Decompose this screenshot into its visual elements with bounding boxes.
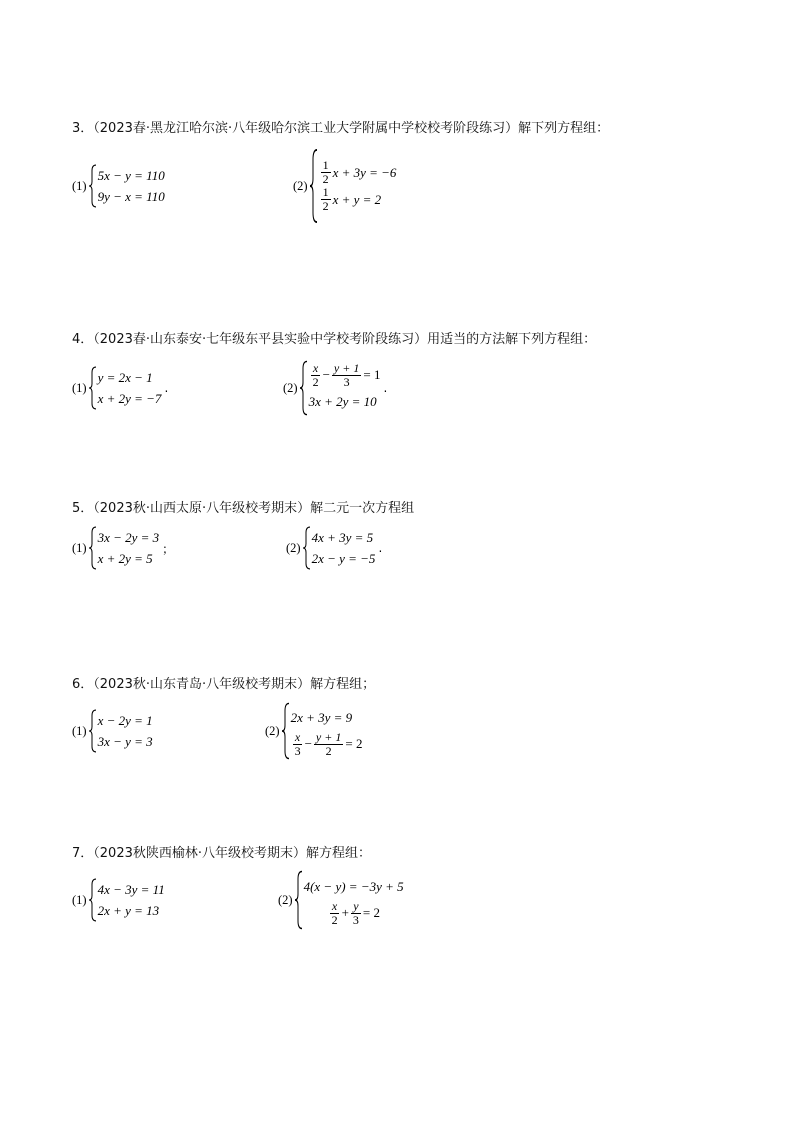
problem-5 bbox=[72, 500, 732, 518]
part-label: (1) bbox=[72, 380, 87, 395]
problem-3-part-2 bbox=[293, 148, 396, 224]
problem-5-part-1 bbox=[72, 526, 174, 570]
left-brace-icon bbox=[299, 360, 308, 416]
equation-2: $\frac{1}{2}$ x + y = 2 bbox=[322, 185, 382, 213]
problem-6 bbox=[72, 676, 732, 694]
problem-4-part-2 bbox=[283, 360, 387, 416]
fraction: $\frac{y + 1}{2}$ bbox=[315, 729, 342, 758]
part-label: (2) bbox=[265, 723, 280, 738]
problem-6-part-2 bbox=[265, 702, 362, 760]
part-label: (1) bbox=[72, 723, 87, 738]
left-brace-icon bbox=[88, 164, 97, 208]
equation-1: $\frac{1}{2}$ x + 3y = −6 bbox=[322, 158, 397, 186]
equation-2: x + 2y = −7 bbox=[97, 391, 162, 406]
left-brace-icon bbox=[281, 702, 290, 760]
left-brace-icon bbox=[88, 526, 97, 570]
fraction: $\frac{1}{2}$ bbox=[322, 185, 329, 213]
problem-title: 4．（2023春·山东泰安·七年级东平县实验中学校考阶段练习）用适当的方法解下列方程组： bbox=[72, 332, 597, 347]
equation-1: 4x − 3y = 11 bbox=[97, 882, 165, 897]
punctuation: . bbox=[164, 381, 169, 395]
equation-1: 4(x − y) = −3y + 5 bbox=[303, 878, 404, 894]
equation-1: $\frac{x}{2}$ − $\frac{y + 1}{3}$ = 1 bbox=[312, 360, 381, 389]
problem-6-part-1 bbox=[72, 709, 153, 753]
problem-4 bbox=[72, 331, 732, 349]
problem-title: 3．（2023春·黑龙江哈尔滨·八年级哈尔滨工业大学附属中学校校考阶段练习）解下列方程组： bbox=[72, 121, 610, 136]
fraction: $\frac{x}{2}$ bbox=[331, 898, 338, 927]
fraction: $\frac{y + 1}{3}$ bbox=[333, 360, 360, 389]
fraction: $\frac{y}{3}$ bbox=[352, 898, 359, 927]
fraction: $\frac{x}{2}$ bbox=[312, 360, 319, 389]
left-brace-icon bbox=[88, 878, 97, 922]
part-label: (1) bbox=[72, 540, 87, 555]
problem-title: 6．（2023秋·山东青岛·八年级校考期末）解方程组； bbox=[72, 677, 376, 692]
problem-7-part-1 bbox=[72, 878, 165, 922]
equation-1: x − 2y = 1 bbox=[97, 713, 153, 728]
part-label: (1) bbox=[72, 892, 87, 907]
problem-4-part-1 bbox=[72, 366, 168, 410]
punctuation: . bbox=[378, 541, 383, 555]
left-brace-icon bbox=[88, 709, 97, 753]
part-label: (2) bbox=[283, 380, 298, 395]
equation-1: y = 2x − 1 bbox=[97, 370, 153, 385]
equation-1: 3x − 2y = 3 bbox=[97, 530, 160, 545]
part-label: (1) bbox=[72, 178, 87, 193]
problem-title: 5．（2023秋·山西太原·八年级校考期末）解二元一次方程组 bbox=[72, 501, 415, 516]
left-brace-icon bbox=[309, 148, 318, 224]
fraction: $\frac{x}{3}$ bbox=[294, 729, 301, 758]
punctuation: ； bbox=[162, 541, 175, 556]
left-brace-icon bbox=[294, 870, 303, 930]
equation-2: 2x − y = −5 bbox=[311, 551, 376, 566]
equation-1: 2x + 3y = 9 bbox=[290, 709, 353, 725]
equation-2: 9y − x = 110 bbox=[97, 189, 165, 204]
problem-3-part-1 bbox=[72, 164, 165, 208]
equation-2: 3x + 2y = 10 bbox=[308, 393, 377, 409]
problem-title: 7．（2023秋陕西榆林·八年级校考期末）解方程组： bbox=[72, 846, 371, 861]
equation-1: 4x + 3y = 5 bbox=[311, 530, 374, 545]
left-brace-icon bbox=[302, 526, 311, 570]
equation-2: $\frac{x}{3}$ − $\frac{y + 1}{2}$ = 2 bbox=[294, 729, 363, 758]
fraction: $\frac{1}{2}$ bbox=[322, 158, 329, 186]
part-label: (2) bbox=[286, 540, 301, 555]
left-brace-icon bbox=[88, 366, 97, 410]
problem-5-part-2 bbox=[286, 526, 382, 570]
equation-1: 5x − y = 110 bbox=[97, 168, 165, 183]
part-label: (2) bbox=[293, 178, 308, 193]
equation-2: $\frac{x}{2}$ + $\frac{y}{3}$ = 2 bbox=[331, 898, 381, 927]
problem-7-part-2 bbox=[278, 870, 404, 930]
equation-2: 3x − y = 3 bbox=[97, 734, 153, 749]
equation-2: x + 2y = 5 bbox=[97, 551, 153, 566]
problem-3 bbox=[72, 120, 732, 138]
problem-7 bbox=[72, 845, 732, 863]
punctuation: . bbox=[383, 381, 388, 395]
part-label: (2) bbox=[278, 892, 293, 907]
equation-2: 2x + y = 13 bbox=[97, 903, 160, 918]
